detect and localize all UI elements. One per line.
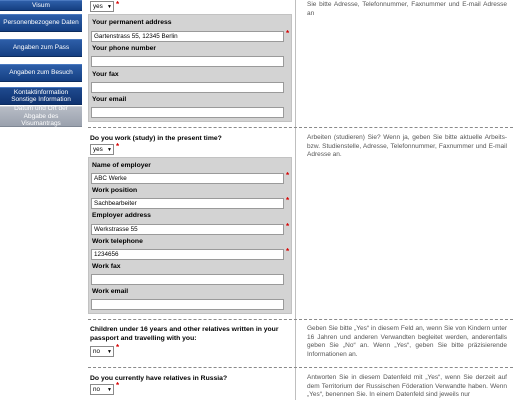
work-question: Do you work (study) in the present time? bbox=[90, 135, 222, 142]
employer-name-input[interactable]: ABC Werke bbox=[91, 173, 284, 184]
select-value: no bbox=[93, 348, 101, 355]
work-email-input[interactable] bbox=[91, 299, 284, 310]
sidebar-item-personal-data[interactable] bbox=[0, 14, 82, 32]
relatives-question: Do you currently have relatives in Russia? bbox=[90, 375, 228, 382]
required-marker: * bbox=[286, 247, 290, 256]
children-question: Children under 16 years and other relatives written in your passport and travelling with you: bbox=[90, 326, 279, 343]
sidebar-item-passport[interactable] bbox=[0, 39, 82, 57]
work-telephone-label: Work telephone bbox=[92, 238, 143, 245]
sidebar-item-contact[interactable] bbox=[0, 87, 82, 105]
fax-input[interactable] bbox=[91, 82, 284, 93]
chevron-down-icon: ▼ bbox=[107, 349, 112, 355]
email-input[interactable] bbox=[91, 107, 284, 118]
work-fax-label: Work fax bbox=[92, 263, 121, 270]
required-marker: * bbox=[286, 29, 290, 38]
section-divider bbox=[88, 319, 513, 320]
work-select[interactable] bbox=[90, 144, 114, 155]
address-help-text: Sie bitte Adresse, Telefonnummer, Faxnummer und E-mail Adresse an bbox=[307, 1, 507, 17]
sidebar-item-label: Datum und Ort der Abgabe des Visumantrags bbox=[14, 105, 68, 128]
employer-address-label: Employer address bbox=[92, 212, 151, 219]
work-telephone-input[interactable]: 1234656 bbox=[91, 249, 284, 260]
relatives-help-text: Antworten Sie in diesem Datenfeld mit „Yes“, wenn Sie derzeit auf dem Territorium der Russischen Föderation Verwandte haben. Wenn „Yes“, benennen Sie. In einem Datenfeld sind jeweils nur bbox=[307, 374, 507, 399]
sidebar-item-label: Personenbezogene Daten bbox=[3, 19, 79, 27]
column-divider bbox=[295, 0, 296, 400]
phone-input[interactable] bbox=[91, 56, 284, 67]
required-marker: * bbox=[116, 381, 120, 390]
sidebar-item-submission[interactable] bbox=[0, 106, 82, 127]
children-select[interactable] bbox=[90, 346, 114, 357]
fax-label: Your fax bbox=[92, 71, 119, 78]
relatives-select[interactable] bbox=[90, 384, 114, 395]
employer-address-input[interactable]: Werkstrasse 55 bbox=[91, 224, 284, 235]
required-marker: * bbox=[286, 222, 290, 231]
chevron-down-icon: ▼ bbox=[107, 4, 112, 10]
sidebar-item-label: Visum bbox=[32, 1, 50, 9]
work-position-input[interactable]: Sachbearbeiter bbox=[91, 198, 284, 209]
chevron-down-icon: ▼ bbox=[107, 147, 112, 153]
work-help-text: Arbeiten (studieren) Sie? Wenn ja, geben Sie bitte aktuelle Arbeits- bzw. Studienstelle, Adresse, Telefonnummer, Faxnummer und E-mail Adresse an. bbox=[307, 134, 507, 159]
sidebar-item-visit[interactable] bbox=[0, 64, 82, 82]
children-help-text: Geben Sie bitte „Yes“ in diesem Feld an, wenn Sie von Kindern unter 16 Jahren und anderen Verwandten begleitet werden, anderenfalls geben Sie „No“ an. Wenn „Yes“, geben Sie bitte präzisierende Informationen an. bbox=[307, 325, 507, 358]
sidebar-item-visum[interactable] bbox=[0, 0, 82, 11]
section-divider bbox=[88, 367, 513, 368]
sidebar-item-label: Kontaktinformation Sonstige Information bbox=[11, 88, 71, 103]
required-marker: * bbox=[116, 142, 120, 151]
sidebar-nav bbox=[0, 0, 82, 127]
sidebar-item-label: Angaben zum Pass bbox=[12, 44, 70, 52]
select-value: no bbox=[93, 386, 101, 393]
work-position-label: Work position bbox=[92, 187, 138, 194]
select-value: yes bbox=[93, 146, 103, 153]
phone-label: Your phone number bbox=[92, 45, 157, 52]
required-marker: * bbox=[116, 343, 120, 352]
required-marker: * bbox=[286, 196, 290, 205]
chevron-down-icon: ▼ bbox=[107, 387, 112, 393]
employer-name-label: Name of employer bbox=[92, 162, 151, 169]
required-marker: * bbox=[286, 171, 290, 180]
sidebar-item-label: Angaben zum Besuch bbox=[9, 69, 73, 77]
email-label: Your email bbox=[92, 96, 127, 103]
address-select[interactable] bbox=[90, 1, 114, 12]
permanent-address-input[interactable]: Gartenstrass 55, 12345 Berlin bbox=[91, 31, 284, 42]
section-divider bbox=[88, 127, 513, 128]
select-value: yes bbox=[93, 3, 103, 10]
work-fax-input[interactable] bbox=[91, 274, 284, 285]
required-marker: * bbox=[116, 0, 120, 9]
work-email-label: Work email bbox=[92, 288, 129, 295]
permanent-address-label: Your permanent address bbox=[92, 19, 172, 26]
